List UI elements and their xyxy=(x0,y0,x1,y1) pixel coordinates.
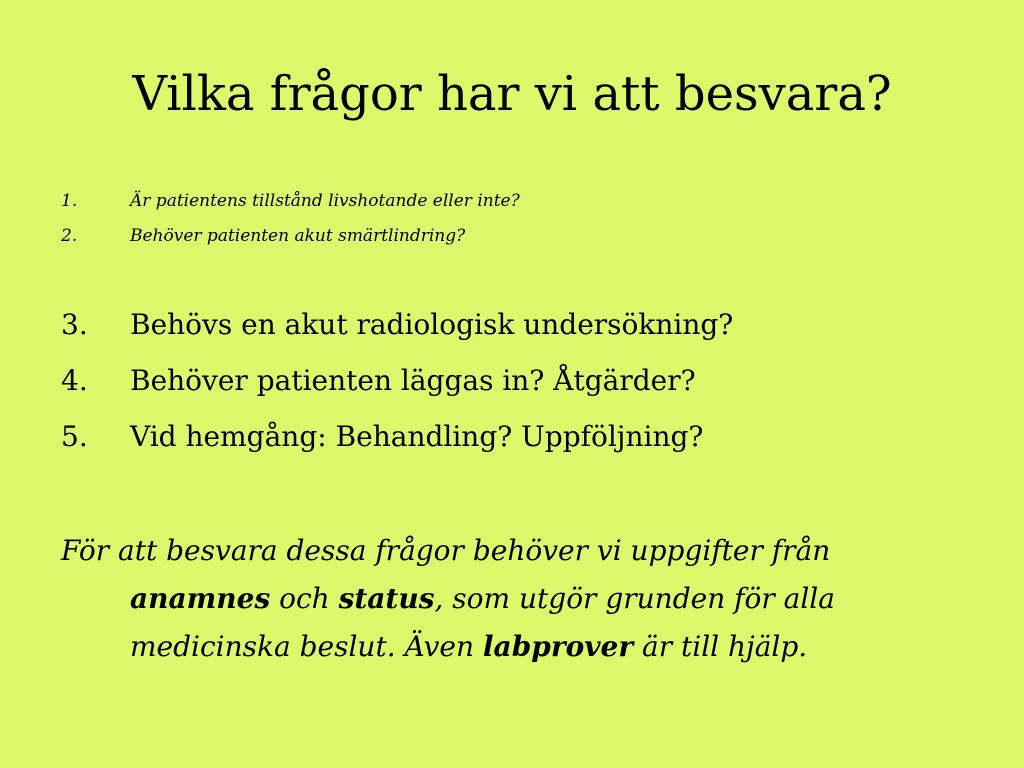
paragraph-line-1: För att besvara dessa frågor behöver vi uppgifter från xyxy=(61,534,831,567)
paragraph-text: medicinska beslut. Även xyxy=(130,630,483,663)
list-item-number: 1. xyxy=(61,191,78,211)
list-item-text: Behöver patienten läggas in? Åtgärder? xyxy=(130,364,696,397)
small-question-list xyxy=(61,186,961,256)
list-item xyxy=(61,353,1001,409)
list-item-text: Vid hemgång: Behandling? Uppföljning? xyxy=(130,420,704,453)
list-item xyxy=(61,186,961,221)
list-item-text: Behövs en akut radiologisk undersökning? xyxy=(130,308,734,341)
paragraph-text: är till hjälp. xyxy=(633,630,808,663)
list-item xyxy=(61,221,961,256)
list-item xyxy=(61,297,1001,353)
emphasis-status: status xyxy=(338,582,435,615)
large-question-list xyxy=(61,297,1001,465)
list-item-number: 2. xyxy=(61,226,78,246)
summary-paragraph xyxy=(61,527,941,671)
emphasis-anamnes: anamnes xyxy=(130,582,271,615)
list-item-number: 4. xyxy=(61,364,88,397)
slide-title: Vilka frågor har vi att besvara? xyxy=(132,66,892,122)
paragraph-text: och xyxy=(270,582,339,615)
list-item-number: 3. xyxy=(61,308,88,341)
paragraph-line-3 xyxy=(61,623,941,671)
emphasis-labprover: labprover xyxy=(482,630,634,663)
paragraph-text: , som utgör grunden för alla xyxy=(434,582,835,615)
list-item xyxy=(61,409,1001,465)
list-item-text: Behöver patienten akut smärtlindring? xyxy=(130,226,466,246)
paragraph-line-2 xyxy=(61,575,941,623)
list-item-text: Är patientens tillstånd livshotande eller inte? xyxy=(130,191,520,211)
list-item-number: 5. xyxy=(61,420,88,453)
